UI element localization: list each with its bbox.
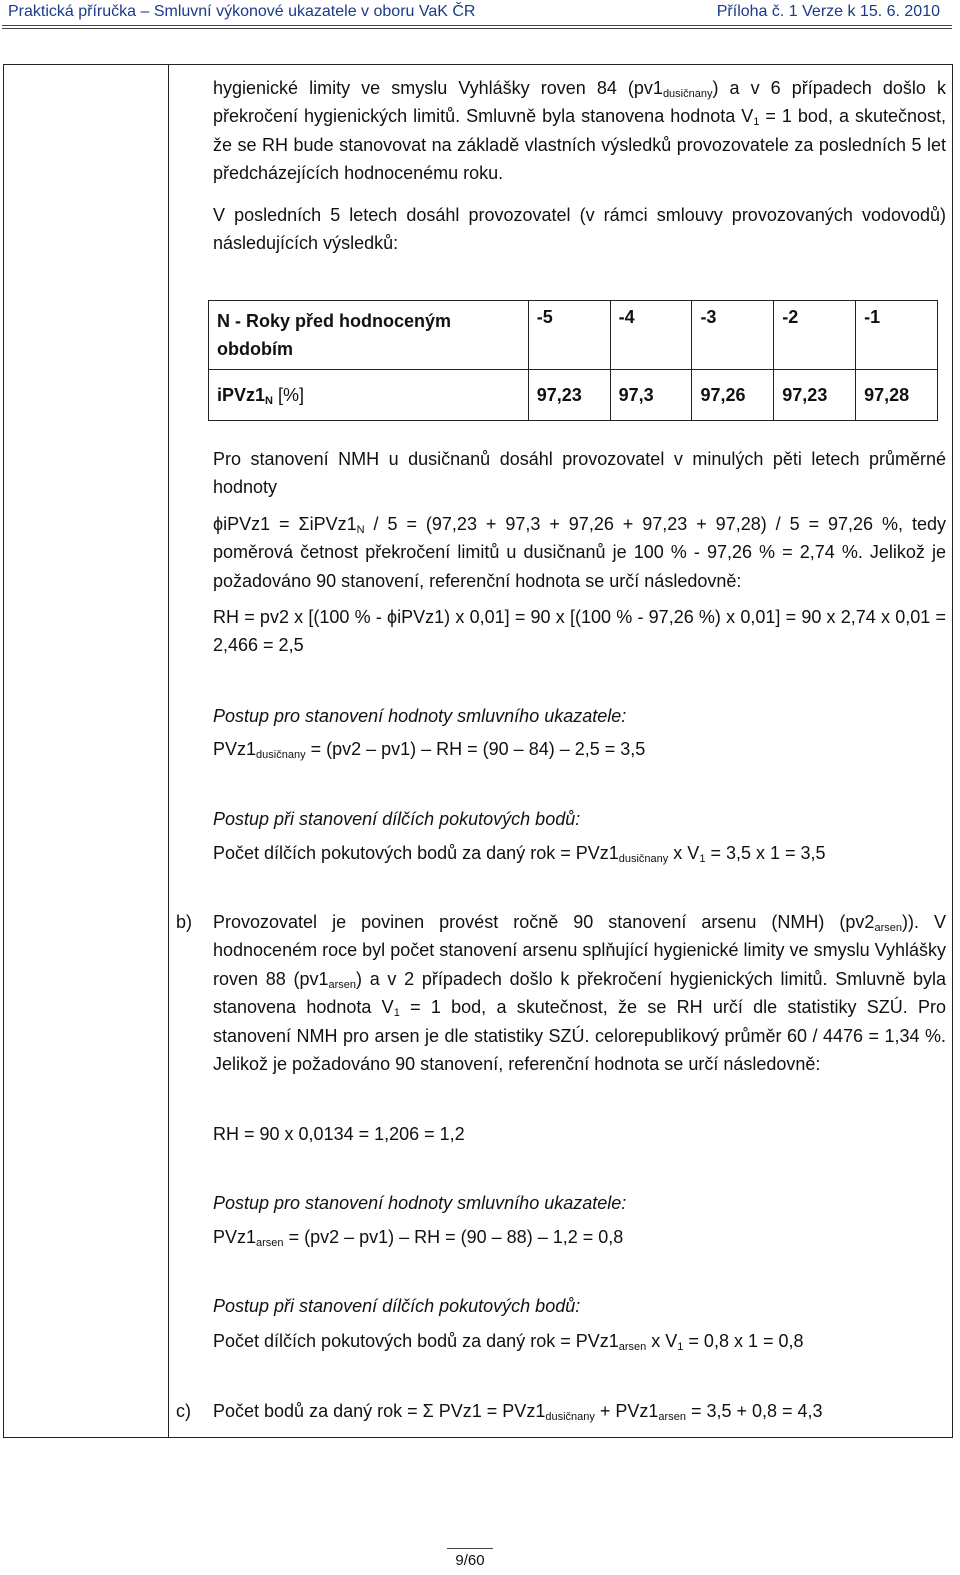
table-row-label: $iPVz1_N$ [%]	[209, 370, 529, 421]
header-rule	[2, 25, 952, 29]
formula-points-arsenic: Počet dílčích pokutových bodů za daný rok = $PVz1_{arsen}$ x $V_1 = 0,8$ x 1 = 0,8	[213, 1331, 804, 1353]
results-table	[208, 300, 938, 421]
formula-total-points: Počet bodů za daný rok = Σ $PVz1 = PVz1_{dusičnany} + PVz1_{arsen} = 3,5 + 0,8 = 4,3$	[213, 1401, 823, 1423]
table-row	[209, 301, 938, 370]
header-title: Praktická příručka – Smluvní výkonové ukazatele v oboru VaK ČR	[8, 3, 476, 20]
table-value: 97,23	[528, 370, 610, 421]
item-letter-c: c)	[176, 1401, 191, 1421]
formula-pvz1-arsenic: $PVz1_{arsen} = (pv2 - pv1)$ – RH = (90 – 88) – 1,2 = 0,8	[213, 1227, 624, 1249]
table-value: 97,26	[692, 370, 774, 421]
page-header	[4, 0, 946, 24]
frame-column-divider	[168, 64, 169, 1438]
table-year: -3	[692, 301, 774, 370]
heading-penalty-points-arsenic: Postup při stanovení dílčích pokutových bodů:	[213, 1296, 581, 1316]
table-year: -2	[774, 301, 856, 370]
heading-indicator-value: Postup pro stanovení hodnoty smluvního ukazatele:	[213, 706, 627, 726]
paragraph-arsenic: Provozovatel je povinen provést ročně 90 stanovení arsenu (NMH) $(pv2_{arsen})$). V hodnoceném roce byl počet stanovení arsenu splňující hygienické limity ve smyslu Vyhlášky roven 88 $(pv1_{arsen})$ a v 2 případech došlo k překročení hygienických limitů. Smluvně byla stanovena hodnota $V_1 = 1$ bod, a skutečnost, že se RH určí dle statistiky SZÚ. Pro stanovení NMH pro arsen je dle statistiky SZÚ. celorepublikový průměr 60 / 4476 = 1,34 %. Jelikož je požadováno 90 stanovení, referenční hodnota se určí následovně:	[213, 912, 947, 1075]
heading-penalty-points: Postup při stanovení dílčích pokutových bodů:	[213, 809, 581, 829]
table-row	[209, 370, 938, 421]
table-value: 97,3	[610, 370, 692, 421]
table-year: -4	[610, 301, 692, 370]
table-year: -5	[528, 301, 610, 370]
paragraph-average: ϕiPVz1 = $\Sigma iPVz1_N / 5 = (97,23 + 97,3 + 97,26 + 97,23 + 97,28) / 5 = 97,26$ %, tedy poměrová četnost překročení limitů u dusičnanů je 100 % - 97,26 % = 2,74 %. Jelikož je požadováno 90 stanovení, referenční hodnota se určí následovně:	[213, 514, 946, 591]
formula-rh: RH = pv2 x [(100 % - ϕiPVz1) x 0,01] = 90 x [(100 % - 97,26 %) x 0,01] = 90 x 2,74 x 0,01 = 2,466 = 2,5	[213, 607, 946, 656]
item-letter-b: b)	[176, 912, 193, 932]
paragraph-results-intro: V posledních 5 letech dosáhl provozovatel (v rámci smlouvy provozovaných vodovodů) následujících výsledků:	[213, 205, 946, 254]
table-value: 97,28	[856, 370, 938, 421]
table-value: 97,23	[774, 370, 856, 421]
page-number: 9/60	[455, 1552, 485, 1569]
paragraph-intro: hygienické limity ve smyslu Vyhlášky roven 84 $(pv1_{dusičnany})$ a v 6 případech došlo k překročení hygienických limitů. Smluvně byla stanovena hodnota $V_1 = 1$ bod, a skutečnost, že se RH bude stanovovat na základě vlastních výsledků provozovatele za posledních 5 let předcházejících hodnocenému roku.	[213, 78, 947, 184]
table-header-label: N - Roky před hodnoceným obdobím	[209, 301, 529, 370]
table-year: -1	[856, 301, 938, 370]
header-version: Příloha č. 1 Verze k 15. 6. 2010	[716, 3, 940, 20]
formula-points-nitrates: Počet dílčích pokutových bodů za daný rok = $PVz1_{dusičnany}$ x $V_1 = 3,5$ x 1 = 3,5	[213, 843, 826, 865]
formula-rh-arsenic: RH = 90 x 0,0134 = 1,206 = 1,2	[213, 1124, 465, 1144]
paragraph-nmh: Pro stanovení NMH u dusičnanů dosáhl provozovatel v minulých pěti letech průměrné hodnoty	[213, 449, 946, 498]
footer-rule	[447, 1548, 493, 1549]
heading-indicator-value-arsenic: Postup pro stanovení hodnoty smluvního ukazatele:	[213, 1193, 627, 1213]
formula-pvz1-nitrates: $PVz1_{dusičnany} = (pv2 - pv1)$ – RH = (90 – 84) – 2,5 = 3,5	[213, 739, 646, 761]
